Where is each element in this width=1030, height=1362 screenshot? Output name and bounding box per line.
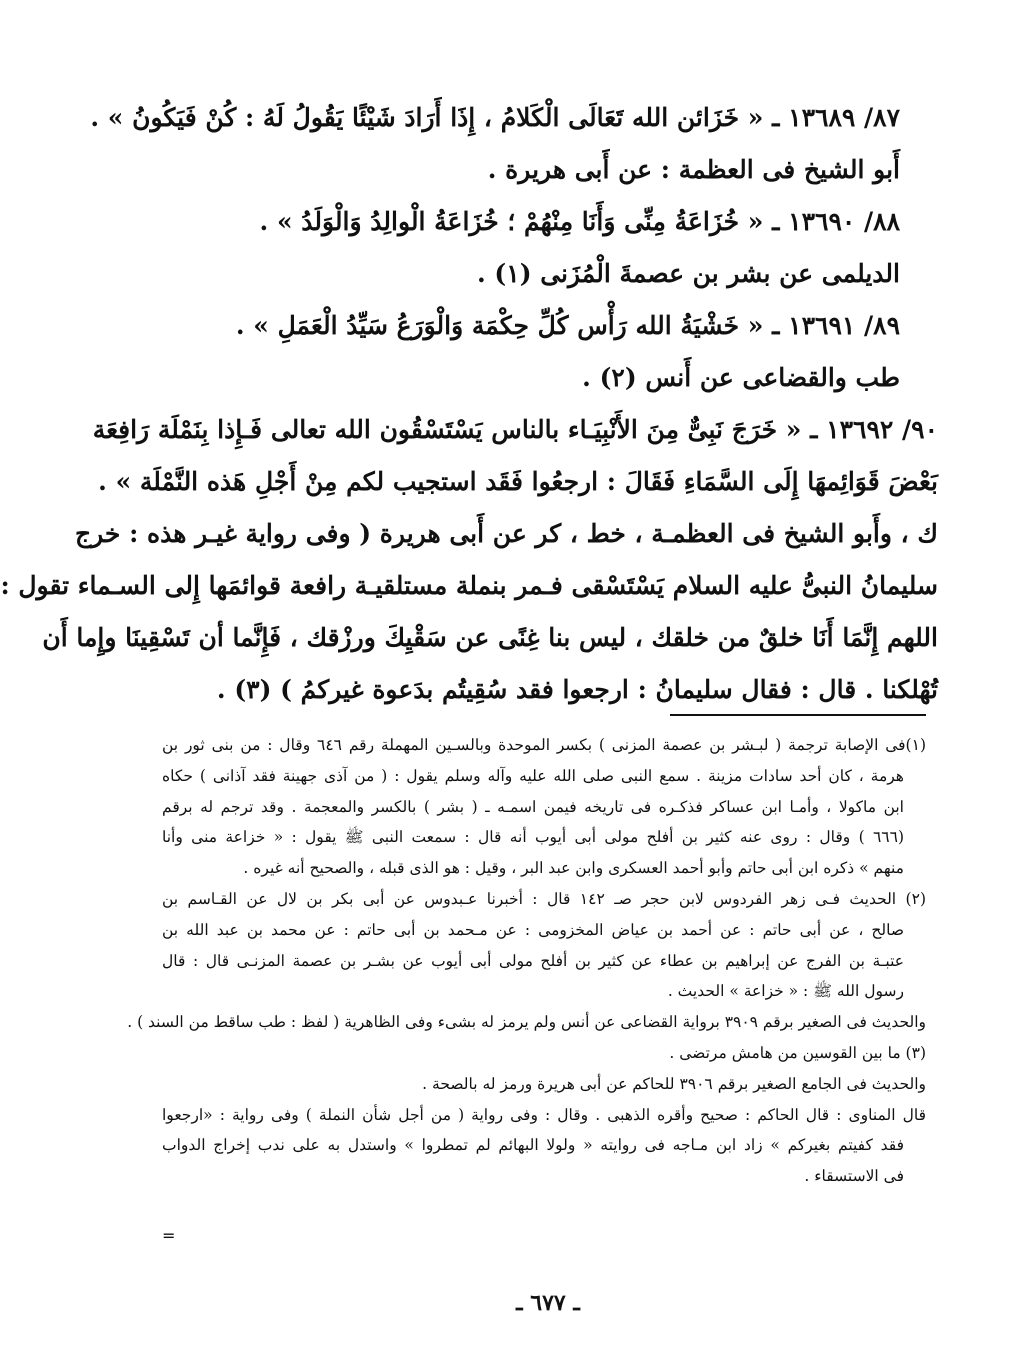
footnote-line: فقد كفيتم بغيركم » زاد ابن مـاجه فى روايته « ولولا البهائم لم تمطروا » واستدل به على ندب إخراج الدواب [162, 1136, 904, 1155]
footnote-line: صالح ، عن أبى حاتم : عن أحمد بن عياض المخزومى : عن مـحمد بن أبى حاتم : عن محمد بن عبد الله بن [162, 920, 904, 939]
footnote-line: عتبـة بن الفرج عن إبراهيم بن عطاء عن كثير بن أفلح مولى أبى أيوب عن بشـر بن عصمة المزنـى قال : قال [162, 951, 904, 970]
footnote-line: (٦٦٦ ) وقال : روى عنه كثير بن أفلح مولى أبى أيوب أنه قال : سمعت النبى ﷺ يقول : « خزاعة منى وأنا [162, 828, 904, 847]
hadith-88-source: الديلمى عن بشر بن عصمةَ الْمُزَنى (١) . [477, 259, 900, 288]
footnote-divider [670, 714, 926, 716]
hadith-88-line: ٨٨/ ١٣٦٩٠ ـ « خُزَاعَةُ مِنِّى وَأَنَا مِنْهُمْ ؛ خُزَاعَةُ الْوالِدُ وَالْوَلَدُ » . [259, 207, 900, 236]
hadith-87-line: ٨٧/ ١٣٦٨٩ ـ « خَزَائن الله تَعَالَى الْكَلامُ ، إِذَا أَرَادَ شَيْئًا يَقُولُ لَهُ : كُنْ فَيَكُونُ » . [90, 103, 900, 132]
footnote-line: قال المناوى : قال الحاكم : صحيح وأقره الذهبى . وقال : وفى رواية ( من أجل شأن النملة ) وفى رواية : «ارجعوا [162, 1105, 926, 1124]
hadith-90-source-line-4: تُهْلكنا . قال : فقال سليمانُ : ارجعوا فقد سُقِيتُم بدَعوة غيركمُ ) (٣) . [216, 675, 938, 704]
main-text [0, 92, 938, 716]
hadith-89-line: ٨٩/ ١٣٦٩١ ـ « خَشْيَةُ الله رَأْس كُلِّ حِكْمَة وَالْوَرَعُ سَيِّدُ الْعَمَلِ » . [235, 311, 900, 340]
footnote-line: ابن ماكولا ، وأمـا ابن عساكر فذكـره فى تاريخه فيمن اسمـه ـ ( بشر ) بالكسر والمعجمة . وقد ترجم له برقم [162, 797, 904, 816]
hadith-90-source-line-1: ك ، وأَبو الشيخ فى العظمـة ، خط ، كر عن أَبى هريرة ( وفى رواية غيـر هذه : خرج [74, 519, 938, 548]
hadith-89-source: طب والقضاعى عن أَنس (٢) . [582, 363, 900, 392]
footnote-line: فى الاستسقاء . [804, 1167, 904, 1186]
continuation-mark: = [162, 1226, 176, 1245]
hadith-87-source: أَبو الشيخ فى العظمة : عن أَبى هريرة . [487, 155, 900, 184]
footnote-line: (١)فى الإصابة ترجمة ( لبـشر بن عصمة المزنى ) بكسر الموحدة وبالسـين المهملة رقم ٦٤٦ وقال : من بنى ثور بن [162, 736, 926, 754]
hadith-90-source-line-3: اللهم إِنَّمَا أَنَا خلقٌ من خلقك ، ليس بنا غِنًى عن سَقْيِكَ ورزْقك ، فَإِنَّما أن تَسْقِينَا وإِما أَن [42, 623, 938, 652]
footnote-line: هرمة ، كان أحد سادات مزينة . سمع النبى صلى الله عليه وآله وسلم يقول : ( من آذى جهينة فقد آذانى ) حكاه [162, 766, 904, 785]
footnote-line: منهم » ذكره ابن أبى حاتم وأبو أحمد العسكرى وابن عبد البر ، وقيل : هو الذى قبله ، والصحيح أنه غيره . [243, 859, 904, 878]
hadith-90-source-line-2: سليمانُ النبىُّ عليه السلام يَسْتَسْقى فـمر بنملة مستلقيـة رافعة قوائمَها إِلى السـماء تقول : [0, 571, 938, 600]
footnote-line: (٣) ما بين القوسين من هامش مرتضى . [669, 1043, 926, 1062]
footnote-line: والحديث فى الصغير برقم ٣٩٠٩ برواية القضاعى عن أنس ولم يرمز له بشىء وفى الظاهرية ( لفظ : طب ساقط من السند ) . [127, 1013, 926, 1032]
page-number: ـ ٦٧٧ ـ [516, 1290, 580, 1316]
footnotes [127, 730, 926, 1192]
hadith-90-line-2: بَعْضَ قَوَائِمهَا إِلَى السَّمَاءِ فَقَالَ : ارجعُوا فَقَد استجيب لكم مِنْ أَجْلِ هَذه النَّمْلَة » . [98, 467, 938, 496]
hadith-90-line-1: ٩٠/ ١٣٦٩٢ ـ « خَرَجَ نَبِىٌّ مِنَ الأَنْبِيَـاء بالناس يَسْتَسْقُون الله تعالى فَـإِذا بِنَمْلَة رَافِعَة [92, 415, 938, 444]
footnote-line: والحديث فى الجامع الصغير برقم ٣٩٠٦ للحاكم عن أبى هريرة ورمز له بالصحة . [422, 1074, 926, 1093]
footnote-line: (٢) الحديث فـى زهر الفردوس لابن حجر صـ ١٤٢ قال : أخبرنا عـبدوس عن أبى بكر بن لال عن القـاسم بن [162, 889, 926, 908]
footnote-line: رسول الله ﷺ : « خزاعة » الحديث . [667, 982, 904, 1001]
